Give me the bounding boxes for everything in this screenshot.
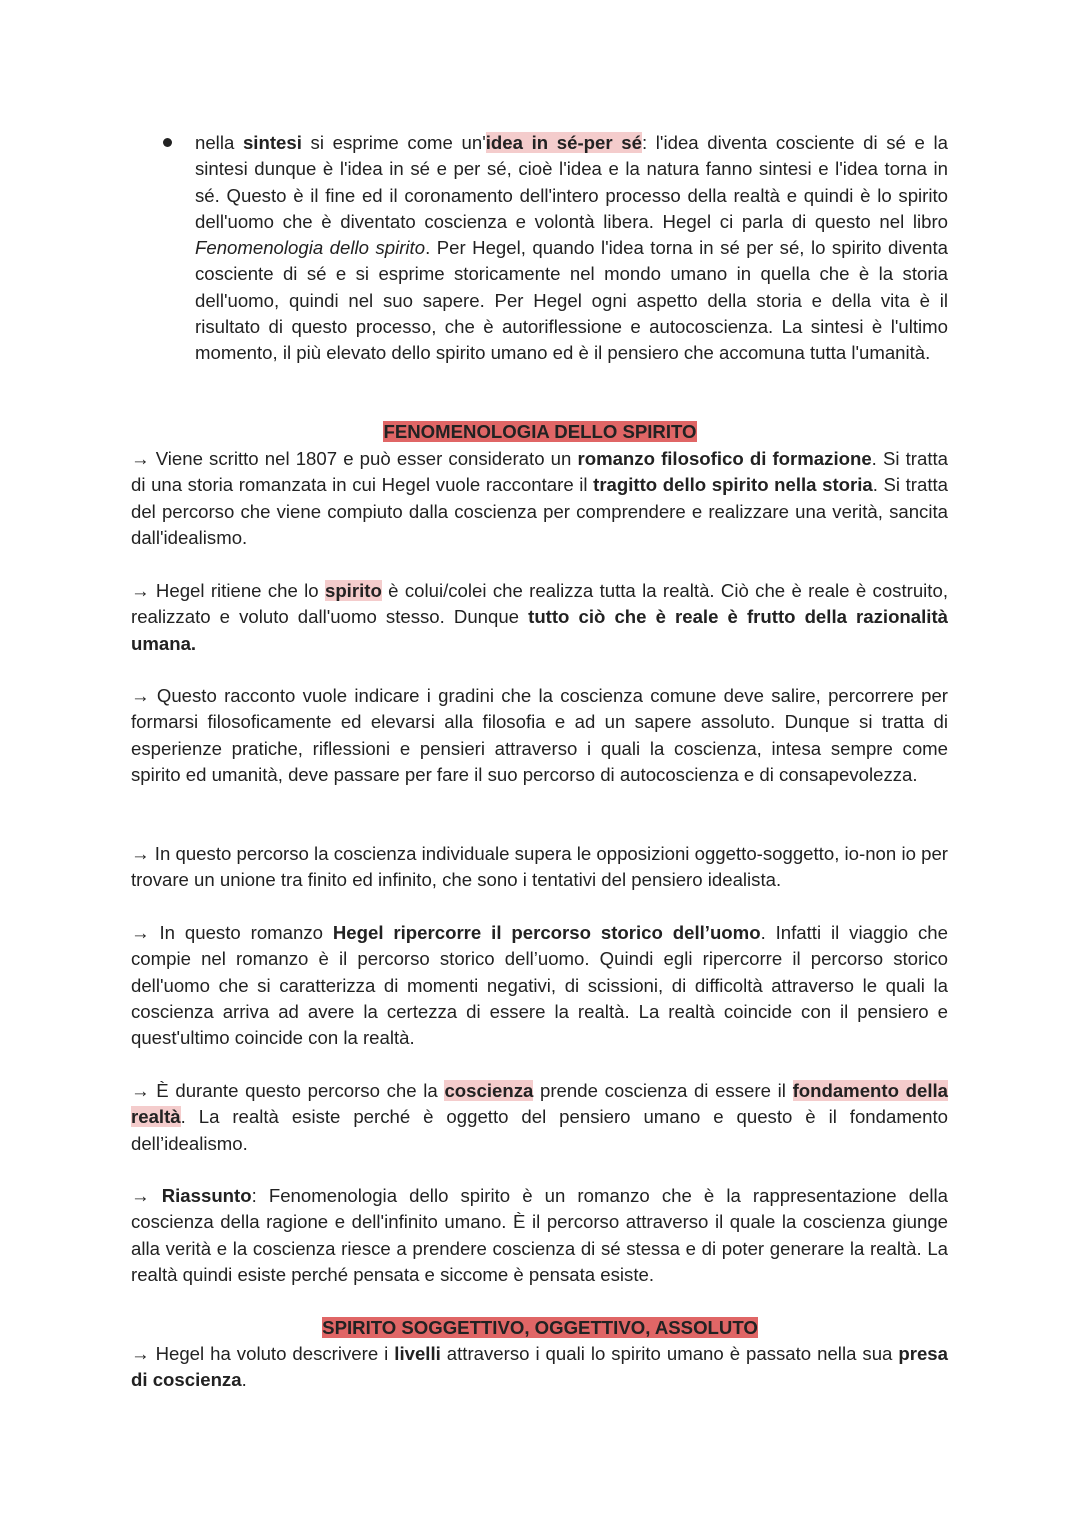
text-run: prende coscienza di essere il <box>533 1080 793 1101</box>
heading-text: SPIRITO SOGGETTIVO, OGGETTIVO, ASSOLUTO <box>322 1317 758 1338</box>
paragraph-6 <box>131 1078 948 1157</box>
text-run: si esprime come un' <box>301 132 486 153</box>
bold-run: tutto ciò che è reale è frutto della razionalità umana. <box>131 606 948 654</box>
text-run: → In questo romanzo <box>131 922 333 943</box>
bullet-paragraph-sintesi <box>195 130 948 367</box>
bullet-point <box>163 138 172 147</box>
heading-text: FENOMENOLOGIA DELLO SPIRITO <box>383 421 697 442</box>
highlighted-bold-run: idea in sé-per sé <box>485 132 642 153</box>
text-run: nella <box>195 132 243 153</box>
section-heading-spirito <box>0 1315 1080 1341</box>
text-run: . Si tratta del percorso che viene compiuto dalla coscienza per comprendere e realizzare una verità, sancita dall'idealismo. <box>131 474 949 548</box>
bold-run: romanzo filosofico di formazione <box>577 448 872 469</box>
paragraph-3 <box>131 683 948 788</box>
text-run: . La realtà esiste perché è oggetto del pensiero umano e questo è il fondamento dell’idealismo. <box>131 1106 948 1154</box>
italic-run: Fenomenologia dello spirito <box>195 237 426 259</box>
bold-run: livelli <box>394 1343 441 1364</box>
text-run: → In questo percorso la coscienza individuale supera le opposizioni oggetto-soggetto, io-non io per trovare un unione tra finito ed infinito, che sono i tentativi del pensiero idealista. <box>131 843 948 891</box>
section-heading-fenomenologia <box>0 419 1080 445</box>
text-run: . <box>241 1369 247 1391</box>
text-run: . Per Hegel, quando l'idea torna in sé per sé, lo spirito diventa cosciente di sé e si esprime storicamente nel mondo umano in quella che è la storia dell'uomo, quindi nel suo sapere. Per Hegel ogni aspetto della storia e della vita è il risultato di questo processo, che è autoriflessione e autocoscienza. La sintesi è l'ultimo momento, il più elevato dello spirito umano ed è il pensiero che accomuna tutta l'umanità. <box>195 237 948 364</box>
text-run: : l'idea diventa cosciente di sé e la sintesi dunque è l'idea in sé e per sé, cioè l'idea e la natura fanno sintesi e l'idea torna in sé. Questo è il fine ed il coronamento dell'intero processo della realtà e quindi è lo spirito dell'uomo che è diventato coscienza e volontà libera. Hegel ci parla di questo nel libro <box>195 132 949 232</box>
paragraph-4 <box>131 841 948 894</box>
paragraph-7 <box>131 1183 948 1288</box>
bold-run: Riassunto <box>161 1185 252 1206</box>
paragraph-2 <box>131 578 948 657</box>
paragraph-8 <box>131 1341 948 1394</box>
text-run: → Viene scritto nel 1807 e può esser considerato un <box>131 448 578 469</box>
text-run: → È durante questo percorso che la <box>131 1080 445 1101</box>
text-run: → <box>131 1185 162 1206</box>
text-run: → Hegel ha voluto descrivere i <box>131 1343 395 1364</box>
text-run: . Infatti il viaggio che compie nel romanzo è il percorso storico dell’uomo. Quindi egli ripercorre il percorso storico dell'uomo che si caratterizza di momenti negativi, di scissioni, di difficoltà attraverso le quali la coscienza arriva ad avere la certezza di essere la realtà. La realtà coincide con il pensiero e quest'ultimo coincide con la realtà. <box>131 922 948 1049</box>
highlighted-bold-run: fondamento della realtà <box>131 1080 949 1128</box>
text-run: . Si tratta di una storia romanzata in cui Hegel vuole raccontare il <box>131 448 948 496</box>
bold-run: Hegel ripercorre il percorso storico dell’uomo <box>332 922 761 943</box>
text-run: : Fenomenologia dello spirito è un romanzo che è la rappresentazione della coscienza della ragione e dell'infinito umano. È il percorso attraverso il quale la coscienza giunge alla verità e la coscienza riesce a prendere coscienza di sé stessa e di poter generare la realtà. La realtà quindi esiste perché pensata e siccome è pensata esiste. <box>131 1185 948 1285</box>
text-run: attraverso i quali lo spirito umano è passato nella sua <box>440 1343 899 1364</box>
bold-run: sintesi <box>242 132 302 153</box>
paragraph-5 <box>131 920 948 1051</box>
bold-run: tragitto dello spirito nella storia <box>593 474 873 496</box>
text-run: → Questo racconto vuole indicare i gradini che la coscienza comune deve salire, percorrere per formarsi filosoficamente ed elevarsi alla filosofia e ad un sapere assoluto. Dunque si tratta di esperienze pratiche, riflessioni e pensieri attraverso i quali la coscienza, intesa sempre come spirito ed umanità, deve passare per fare il suo percorso di autocoscienza e di consapevolezza. <box>131 685 948 785</box>
bold-run: presa di coscienza <box>131 1343 948 1391</box>
text-run: → Hegel ritiene che lo <box>131 580 325 601</box>
highlighted-bold-run: coscienza <box>444 1080 534 1101</box>
text-run: è colui/colei che realizza tutta la realtà. Ciò che è reale è costruito, realizzato e voluto dall'uomo stesso. Dunque <box>131 580 948 628</box>
paragraph-1 <box>131 446 948 551</box>
highlighted-bold-run: spirito <box>324 580 382 601</box>
